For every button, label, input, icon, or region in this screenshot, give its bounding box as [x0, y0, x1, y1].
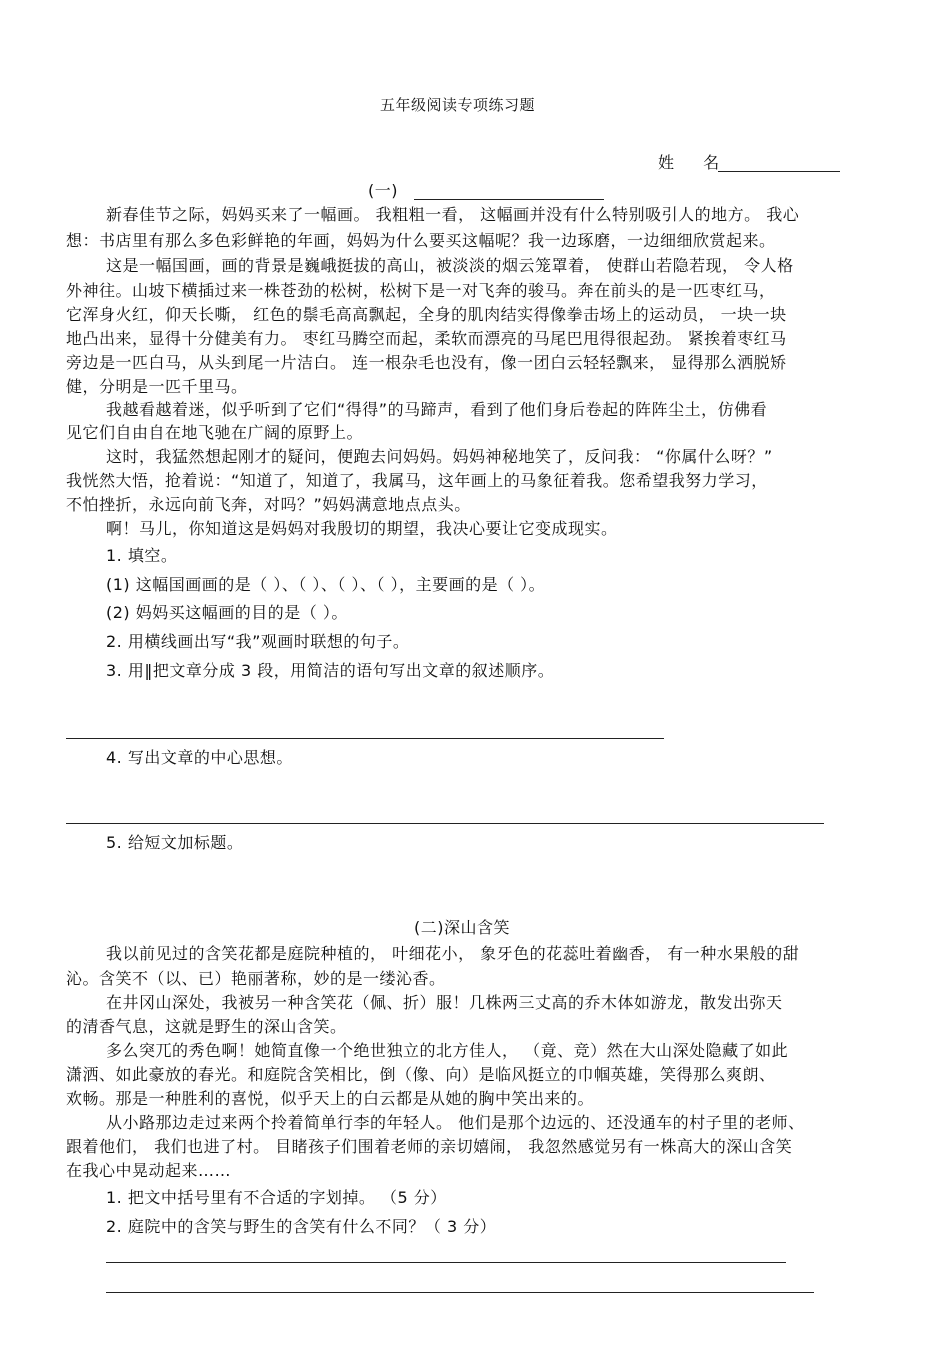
- name-answer-line[interactable]: [718, 171, 840, 172]
- section2-paragraph-line: 我以前见过的含笑花都是庭院种植的， 叶细花小， 象牙色的花蕊吐着幽香， 有一种水果般的甜: [106, 944, 800, 963]
- question-1-1-fill-blank[interactable]: (1) 这幅国画画的是（ ）、（ ）、（ ）、（ ），主要画的是（ ）。: [106, 575, 546, 594]
- question-3-answer-line[interactable]: [66, 738, 664, 739]
- section1-paragraph-line: 我越看越着迷，似乎听到了它们“得得”的马蹄声，看到了他们身后卷起的阵阵尘土，仿佛看: [106, 400, 768, 419]
- section2-paragraph-line: 的清香气息，这就是野生的深山含笑。: [66, 1017, 347, 1036]
- section1-paragraph-line: 外神往。山坡下横插过来一株苍劲的松树，松树下是一对飞奔的骏马。奔在前头的是一匹枣红马，: [66, 281, 776, 300]
- section1-paragraph-line: 啊！马儿，你知道这是妈妈对我殷切的期望，我决心要让它变成现实。: [106, 519, 618, 538]
- section2-paragraph-line: 多么突兀的秀色啊！她简直像一个绝世独立的北方佳人， （竟、竞）然在大山深处隐藏了如此: [106, 1041, 789, 1060]
- section2-paragraph-line: 在井冈山深处，我被另一种含笑花（佩、折）服！几株两三丈高的乔木体如游龙，散发出弥天: [106, 993, 783, 1012]
- section2-question-2-answer-line[interactable]: [106, 1292, 814, 1293]
- section1-paragraph-line: 健，分明是一匹千里马。: [66, 377, 248, 396]
- section1-paragraph-line: 地凸出来，显得十分健美有力。 枣红马腾空而起，柔软而漂亮的马尾巴甩得很起劲。 紧挨着枣红马: [66, 329, 787, 348]
- name-label: 姓 名: [658, 153, 732, 172]
- question-3: 3. 用‖把文章分成 3 段，用简洁的语句写出文章的叙述顺序。: [106, 661, 555, 680]
- section1-title-answer-line[interactable]: [414, 199, 604, 200]
- section2-question-2-answer-line[interactable]: [106, 1262, 786, 1263]
- section2-paragraph-line: 在我心中晃动起来……: [66, 1161, 232, 1180]
- section1-paragraph-line: 我恍然大悟，抢着说：“知道了，知道了，我属马，这年画上的马象征着我。您希望我努力学习，: [66, 471, 768, 490]
- question-4-answer-line[interactable]: [66, 823, 824, 824]
- section1-paragraph-line: 旁边是一匹白马，从头到尾一片洁白。 连一根杂毛也没有，像一团白云轻轻飘来， 显得那么洒脱矫: [66, 353, 787, 372]
- section1-paragraph-line: 这时，我猛然想起刚才的疑问，便跑去问妈妈。妈妈神秘地笑了，反问我： “你属什么呀？”: [106, 447, 773, 466]
- section2-question-2: 2. 庭院中的含笑与野生的含笑有什么不同？（ 3 分）: [106, 1217, 497, 1236]
- section2-paragraph-line: 欢畅。那是一种胜利的喜悦，似乎天上的白云都是从她的胸中笑出来的。: [66, 1089, 595, 1108]
- section2-paragraph-line: 从小路那边走过来两个拎着简单行李的年轻人。 他们是那个边远的、还没通车的村子里的老师、: [106, 1113, 805, 1132]
- question-1-2-fill-blank[interactable]: (2) 妈妈买这幅画的目的是（ ）。: [106, 603, 348, 622]
- section2-paragraph-line: 沁。含笑不（以、已）艳丽著称，妙的是一缕沁香。: [66, 969, 446, 988]
- section1-paragraph-line: 见它们自由自在地飞驰在广阔的原野上。: [66, 423, 364, 442]
- page-title: 五年级阅读专项练习题: [380, 96, 536, 114]
- section1-paragraph-line: 这是一幅国画，画的背景是巍峨挺拔的高山，被淡淡的烟云笼罩着， 使群山若隐若现， 令人格: [106, 256, 794, 275]
- question-4: 4. 写出文章的中心思想。: [106, 748, 293, 767]
- section1-paragraph-line: 新春佳节之际，妈妈买来了一幅画。 我粗粗一看， 这幅画并没有什么特别吸引人的地方。 我心: [106, 205, 800, 224]
- section1-paragraph-line: 不怕挫折，永远向前飞奔，对吗？”妈妈满意地点点头。: [66, 495, 471, 514]
- section2-heading: (二)深山含笑: [414, 918, 510, 937]
- section2-paragraph-line: 跟着他们， 我们也进了村。 目睹孩子们围着老师的亲切嬉闹， 我忽然感觉另有一株高大的深山含笑: [66, 1137, 793, 1156]
- section1-paragraph-line: 想：书店里有那么多色彩鲜艳的年画，妈妈为什么要买这幅呢？我一边琢磨，一边细细欣赏起来。: [66, 231, 776, 250]
- section1-paragraph-line: 它浑身火红，仰天长嘶， 红色的鬃毛高高飘起，全身的肌肉结实得像拳击场上的运动员， 一块一块: [66, 305, 787, 324]
- question-5: 5. 给短文加标题。: [106, 833, 244, 852]
- section2-paragraph-line: 潇洒、如此豪放的春光。和庭院含笑相比，倒（像、向）是临风挺立的巾帼英雄，笑得那么爽朗、: [66, 1065, 776, 1084]
- section1-heading: (一): [368, 181, 398, 200]
- section2-question-1: 1. 把文中括号里有不合适的字划掉。 （5 分）: [106, 1188, 447, 1207]
- question-2: 2. 用横线画出写“我”观画时联想的句子。: [106, 632, 410, 651]
- question-1: 1. 填空。: [106, 546, 178, 565]
